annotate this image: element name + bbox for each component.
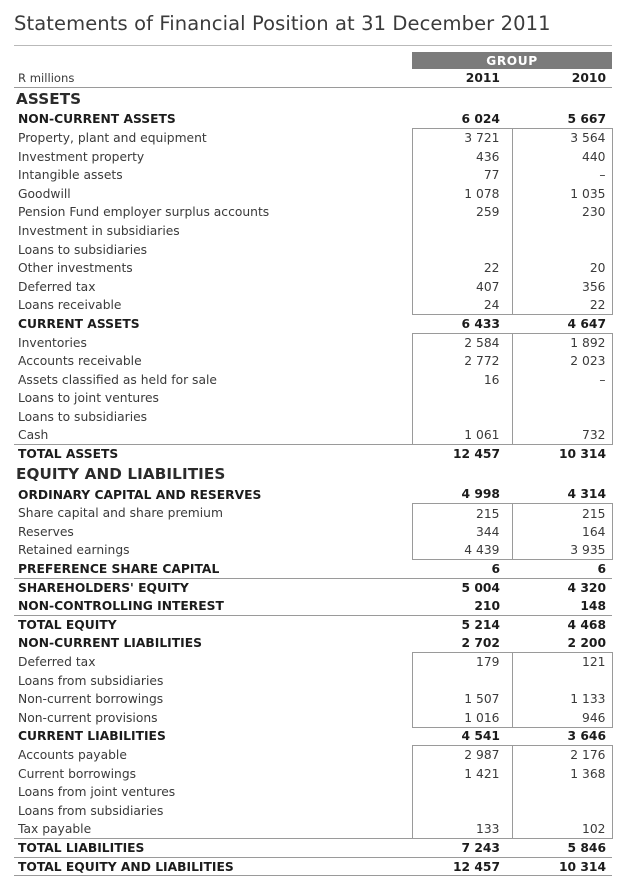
header-spacer <box>14 52 412 69</box>
row-label: Accounts receivable <box>18 354 142 369</box>
row-value-2010 <box>512 240 612 259</box>
table-row <box>14 315 612 334</box>
table-row <box>14 653 612 672</box>
row-value-2011 <box>412 408 512 427</box>
row-value-2010: 215 <box>512 504 612 523</box>
row-value-2010: 10 314 <box>512 445 612 464</box>
row-label: PREFERENCE SHARE CAPITAL <box>18 561 220 576</box>
table-row <box>14 597 612 616</box>
table-row <box>14 352 612 371</box>
table-row <box>14 370 612 389</box>
table-row <box>14 259 612 278</box>
table-row <box>14 296 612 315</box>
title-divider <box>14 45 612 46</box>
row-value-2011: 16 <box>412 370 512 389</box>
table-row <box>14 184 612 203</box>
row-value-2011: 5 214 <box>412 616 512 635</box>
row-label: Investment in subsidiaries <box>18 223 180 238</box>
row-label: Inventories <box>18 335 87 350</box>
row-value-2010: 20 <box>512 259 612 278</box>
financial-position-table <box>14 52 613 876</box>
table-row <box>14 485 612 504</box>
row-value-2010: 4 320 <box>512 578 612 597</box>
row-value-2011: 1 507 <box>412 690 512 709</box>
row-value-2010: 121 <box>512 653 612 672</box>
row-value-2011: 6 024 <box>461 112 500 127</box>
table-row <box>14 110 612 129</box>
table-row <box>14 746 612 765</box>
row-value-2011: 6 433 <box>461 316 500 331</box>
row-label: Loans to subsidiaries <box>18 242 148 257</box>
row-value-2011: 3 721 <box>412 129 512 148</box>
row-value-2011: 259 <box>412 203 512 222</box>
row-label: Cash <box>18 428 49 443</box>
row-value-2011: 2 584 <box>412 333 512 352</box>
row-label: NON-CURRENT ASSETS <box>18 112 176 127</box>
row-value-2011: 344 <box>412 523 512 542</box>
row-label: Other investments <box>18 261 133 276</box>
row-label: Loans to joint ventures <box>18 391 159 406</box>
row-value-2010: 3 646 <box>567 729 607 744</box>
row-value-2011: 12 457 <box>412 445 512 464</box>
table-row <box>14 333 612 352</box>
row-label: Intangible assets <box>18 168 123 183</box>
row-value-2011: 1 421 <box>412 764 512 783</box>
row-value-2011: 77 <box>412 166 512 185</box>
table-row <box>14 709 612 728</box>
row-value-2010 <box>512 222 612 241</box>
row-value-2010: 22 <box>512 296 612 315</box>
row-value-2010: – <box>512 370 612 389</box>
row-label: CURRENT LIABILITIES <box>18 729 166 744</box>
section-heading-row <box>14 88 612 111</box>
table-row <box>14 277 612 296</box>
section-heading-spacer-1 <box>412 463 512 485</box>
row-label: Accounts payable <box>18 747 127 762</box>
row-label: Loans receivable <box>18 298 122 313</box>
row-value-2011: 6 <box>491 562 500 577</box>
row-label: TOTAL LIABILITIES <box>14 839 412 858</box>
row-value-2010: 2 023 <box>512 352 612 371</box>
table-row <box>14 166 612 185</box>
row-value-2010: 946 <box>512 709 612 728</box>
row-value-2010: 102 <box>512 820 612 839</box>
section-heading-spacer-2 <box>512 463 612 485</box>
row-label: CURRENT ASSETS <box>18 316 140 331</box>
row-value-2010: 6 <box>597 562 607 577</box>
row-label: TOTAL EQUITY <box>14 616 412 635</box>
row-value-2011 <box>412 783 512 802</box>
table-row <box>14 541 612 560</box>
table-row <box>14 147 612 166</box>
row-value-2010: 3 935 <box>512 541 612 560</box>
table-header-group <box>14 52 612 69</box>
row-value-2010: 1 368 <box>512 764 612 783</box>
table-row <box>14 129 612 148</box>
row-value-2010: 440 <box>512 147 612 166</box>
table-row <box>14 839 612 858</box>
table-header-years <box>14 69 612 88</box>
table-row <box>14 727 612 746</box>
row-value-2010 <box>512 408 612 427</box>
section-heading: ASSETS <box>16 90 82 109</box>
row-label: Investment property <box>18 149 145 164</box>
table-row <box>14 560 612 579</box>
row-value-2010: 5 667 <box>567 112 607 127</box>
table-row <box>14 616 612 635</box>
table-row <box>14 389 612 408</box>
row-value-2010: 732 <box>512 426 612 445</box>
units-label: R millions <box>14 69 412 88</box>
row-value-2010: 230 <box>512 203 612 222</box>
row-label: Non-current provisions <box>18 710 158 725</box>
column-header-2010: 2010 <box>512 69 612 88</box>
row-value-2010: 1 133 <box>512 690 612 709</box>
row-value-2010: 3 564 <box>512 129 612 148</box>
table-row <box>14 690 612 709</box>
row-value-2010: 148 <box>580 598 607 613</box>
row-value-2010 <box>512 389 612 408</box>
row-value-2011: 4 998 <box>461 487 500 502</box>
page-title: Statements of Financial Position at 31 December 2011 <box>14 12 551 35</box>
row-label: Share capital and share premium <box>18 506 223 521</box>
row-value-2010 <box>512 801 612 820</box>
table-row <box>14 578 612 597</box>
row-value-2011: 407 <box>412 277 512 296</box>
row-value-2011: 1 078 <box>412 184 512 203</box>
row-value-2011 <box>412 801 512 820</box>
row-value-2010: 5 846 <box>512 839 612 858</box>
row-value-2011: 210 <box>474 598 500 613</box>
row-label: NON-CURRENT LIABILITIES <box>18 636 202 651</box>
row-value-2010: 1 892 <box>512 333 612 352</box>
row-value-2010 <box>512 671 612 690</box>
row-value-2010: – <box>512 166 612 185</box>
section-heading-row <box>14 463 612 485</box>
row-label: Loans from joint ventures <box>18 785 176 800</box>
row-value-2011: 1 061 <box>412 426 512 445</box>
row-label: Retained earnings <box>18 543 130 558</box>
row-label: TOTAL ASSETS <box>14 445 412 464</box>
table-row <box>14 634 612 653</box>
row-value-2011: 2 987 <box>412 746 512 765</box>
table-row <box>14 426 612 445</box>
row-value-2011: 215 <box>412 504 512 523</box>
row-value-2011 <box>412 671 512 690</box>
table-row <box>14 222 612 241</box>
row-label: Goodwill <box>18 186 71 201</box>
section-heading-spacer-1 <box>412 88 512 111</box>
row-value-2011: 2 702 <box>461 636 500 651</box>
row-value-2011: 133 <box>412 820 512 839</box>
row-value-2011 <box>412 222 512 241</box>
row-value-2010: 4 647 <box>567 316 607 331</box>
row-value-2010 <box>512 783 612 802</box>
row-label: SHAREHOLDERS' EQUITY <box>14 578 412 597</box>
row-value-2011: 436 <box>412 147 512 166</box>
row-value-2010: 2 200 <box>567 636 607 651</box>
row-value-2010: 10 314 <box>512 857 612 876</box>
row-label: NON-CONTROLLING INTEREST <box>18 598 224 613</box>
row-value-2010: 1 035 <box>512 184 612 203</box>
row-value-2011: 22 <box>412 259 512 278</box>
table-row <box>14 783 612 802</box>
row-value-2011: 5 004 <box>412 578 512 597</box>
row-label: Property, plant and equipment <box>18 130 207 145</box>
row-label: Pension Fund employer surplus accounts <box>18 205 270 220</box>
row-value-2010: 2 176 <box>512 746 612 765</box>
section-heading-spacer-2 <box>512 88 612 111</box>
row-value-2011: 4 439 <box>412 541 512 560</box>
row-value-2011 <box>412 389 512 408</box>
table-row <box>14 504 612 523</box>
table-row <box>14 240 612 259</box>
row-value-2010: 164 <box>512 523 612 542</box>
row-label: TOTAL EQUITY AND LIABILITIES <box>14 857 412 876</box>
row-value-2011 <box>412 240 512 259</box>
table-row <box>14 445 612 464</box>
table-row <box>14 408 612 427</box>
row-value-2011: 179 <box>412 653 512 672</box>
table-row <box>14 857 612 876</box>
row-label: Assets classified as held for sale <box>18 372 217 387</box>
group-banner: GROUP <box>412 52 612 69</box>
row-value-2010: 4 468 <box>512 616 612 635</box>
table-row <box>14 203 612 222</box>
column-header-2011: 2011 <box>412 69 512 88</box>
row-label: Deferred tax <box>18 655 96 670</box>
row-value-2011: 24 <box>412 296 512 315</box>
row-value-2011: 12 457 <box>412 857 512 876</box>
row-label: Reserves <box>18 524 74 539</box>
row-value-2010: 4 314 <box>567 487 607 502</box>
row-label: Deferred tax <box>18 279 96 294</box>
row-label: Tax payable <box>18 822 92 837</box>
row-label: Current borrowings <box>18 766 137 781</box>
table-row <box>14 523 612 542</box>
row-value-2011: 4 541 <box>461 729 500 744</box>
table-row <box>14 820 612 839</box>
row-label: Loans from subsidiaries <box>18 803 164 818</box>
table-row <box>14 801 612 820</box>
row-label: Loans to subsidiaries <box>18 409 148 424</box>
row-value-2011: 7 243 <box>412 839 512 858</box>
row-label: Non-current borrowings <box>18 692 164 707</box>
row-label: Loans from subsidiaries <box>18 673 164 688</box>
row-value-2011: 2 772 <box>412 352 512 371</box>
section-heading: EQUITY AND LIABILITIES <box>16 465 226 484</box>
row-label: ORDINARY CAPITAL AND RESERVES <box>18 487 262 502</box>
table-row <box>14 671 612 690</box>
row-value-2010: 356 <box>512 277 612 296</box>
table-row <box>14 764 612 783</box>
row-value-2011: 1 016 <box>412 709 512 728</box>
